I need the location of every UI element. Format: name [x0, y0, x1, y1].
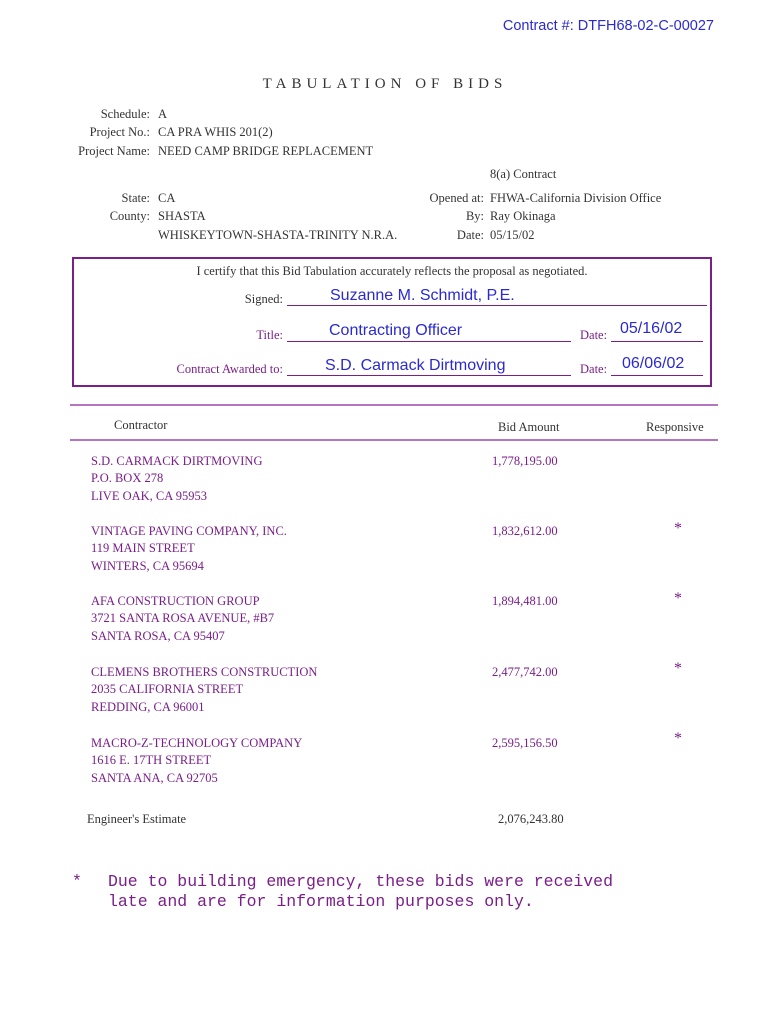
contractor-city: LIVE OAK, CA 95953	[91, 489, 207, 503]
footnote-text: Due to building emergency, these bids were received late and are for information purposes only.	[108, 872, 613, 911]
contractor-city: SANTA ROSA, CA 95407	[91, 629, 225, 643]
responsive-mark: *	[674, 520, 682, 537]
opened-at-value: FHWA-California Division Office	[490, 191, 662, 205]
bid-amount: 1,778,195.00	[492, 454, 558, 468]
contractor-address: 2035 CALIFORNIA STREET	[91, 682, 244, 696]
project-name-value: NEED CAMP BRIDGE REPLACEMENT	[158, 144, 374, 158]
title-value: Contracting Officer	[329, 322, 463, 339]
bid-amount: 1,832,612.00	[492, 524, 558, 538]
county-value: SHASTA	[158, 209, 206, 223]
title-date-line	[611, 341, 703, 342]
awarded-date-line	[611, 375, 703, 376]
title-label: Title:	[256, 328, 283, 342]
contractor-name: S.D. CARMACK DIRTMOVING	[91, 454, 263, 468]
by-value: Ray Okinaga	[490, 209, 556, 223]
location-value: WHISKEYTOWN-SHASTA-TRINITY N.R.A.	[158, 228, 398, 242]
contractor-name: MACRO-Z-TECHNOLOGY COMPANY	[91, 736, 303, 750]
signed-line	[287, 305, 707, 306]
footnote-marker: *	[72, 872, 82, 891]
schedule-label: Schedule:	[100, 107, 150, 121]
table-top-rule	[70, 404, 718, 406]
contractor-address: P.O. BOX 278	[91, 471, 164, 485]
state-value: CA	[158, 191, 176, 205]
awarded-date-label: Date:	[580, 362, 608, 376]
bid-amount: 2,477,742.00	[492, 665, 558, 679]
contractor-city: WINTERS, CA 95694	[91, 559, 204, 573]
signed-label: Signed:	[244, 292, 283, 306]
awarded-line	[287, 375, 571, 376]
contractor-name: AFA CONSTRUCTION GROUP	[91, 594, 260, 608]
contractor-address: 3721 SANTA ROSA AVENUE, #B7	[91, 611, 275, 625]
by-label: By:	[465, 209, 484, 223]
col-responsive: Responsive	[646, 420, 704, 434]
contractor-name: VINTAGE PAVING COMPANY, INC.	[91, 524, 287, 538]
awarded-label: Contract Awarded to:	[176, 362, 283, 376]
col-bid-amount: Bid Amount	[498, 420, 560, 434]
date-value: 05/15/02	[490, 228, 535, 242]
title-date-label: Date:	[580, 328, 608, 342]
county-label: County:	[109, 209, 150, 223]
state-label: State:	[121, 191, 150, 205]
bid-amount: 1,894,481.00	[492, 594, 558, 608]
document-title: TABULATION OF BIDS	[262, 76, 508, 92]
responsive-mark: *	[674, 590, 682, 607]
engineers-estimate-label: Engineer's Estimate	[87, 812, 187, 826]
contractor-city: SANTA ANA, CA 92705	[91, 771, 218, 785]
title-line	[287, 341, 571, 342]
bid-amount: 2,595,156.50	[492, 736, 558, 750]
contractor-address: 1616 E. 17TH STREET	[91, 753, 212, 767]
opened-at-label: Opened at:	[429, 191, 484, 205]
project-name-label: Project Name:	[78, 144, 150, 158]
col-contractor: Contractor	[114, 418, 168, 432]
awarded-value: S.D. Carmack Dirtmoving	[325, 357, 506, 374]
date-label: Date:	[456, 228, 484, 242]
responsive-mark: *	[674, 660, 682, 677]
contract-type: 8(a) Contract	[490, 167, 557, 181]
project-no-value: CA PRA WHIS 201(2)	[158, 125, 273, 139]
contract-number: Contract #: DTFH68-02-C-00027	[502, 18, 714, 34]
responsive-mark: *	[674, 730, 682, 747]
project-no-label: Project No.:	[89, 125, 150, 139]
certification-statement: I certify that this Bid Tabulation accurately reflects the proposal as negotiated.	[196, 264, 588, 278]
contractor-city: REDDING, CA 96001	[91, 700, 205, 714]
contractor-name: CLEMENS BROTHERS CONSTRUCTION	[91, 665, 318, 679]
signed-value: Suzanne M. Schmidt, P.E.	[330, 287, 515, 304]
contractor-address: 119 MAIN STREET	[91, 541, 195, 555]
table-header-rule	[70, 439, 718, 441]
schedule-value: A	[158, 107, 168, 121]
engineers-estimate-value: 2,076,243.80	[498, 812, 564, 826]
awarded-date-value: 06/06/02	[622, 355, 685, 372]
title-date-value: 05/16/02	[620, 320, 683, 337]
